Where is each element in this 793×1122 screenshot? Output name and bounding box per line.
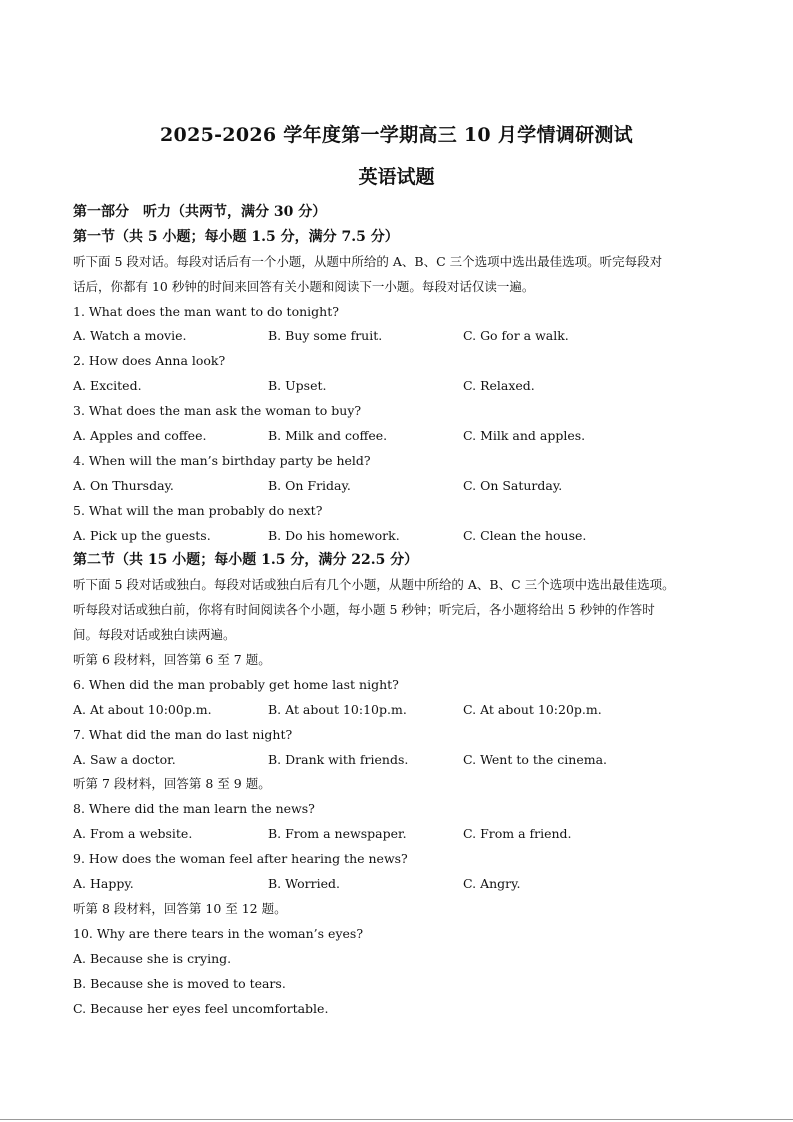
option-c: C. From a friend. — [463, 826, 572, 842]
exam-title: 2025-2026 学年度第一学期高三 10 月学情调研测试 — [160, 124, 633, 146]
option-b: B. Buy some fruit. — [268, 328, 383, 344]
option-a: A. Excited. — [73, 378, 142, 394]
question-3: 3. What does the man ask the woman to buy? — [73, 403, 362, 419]
option-c: C. Angry. — [463, 876, 521, 892]
option-b: B. Milk and coffee. — [268, 428, 388, 444]
material-7-note: 听第 7 段材料，回答第 8 至 9 题。 — [73, 776, 271, 792]
option-b: B. Drank with friends. — [268, 751, 409, 767]
option-c: C. Milk and apples. — [463, 428, 586, 444]
option-a: A. Watch a movie. — [73, 328, 187, 344]
option-10-a: A. Because she is crying. — [73, 950, 232, 966]
options-5 — [73, 524, 733, 549]
option-b: B. From a newspaper. — [268, 826, 407, 842]
option-c: C. Clean the house. — [463, 527, 587, 543]
question-7: 7. What did the man do last night? — [73, 726, 293, 742]
option-a: A. Apples and coffee. — [73, 428, 207, 444]
option-b: B. At about 10:10p.m. — [268, 701, 407, 717]
question-2: 2. How does Anna look? — [73, 353, 226, 369]
section1-heading: 第一节（共 5 小题；每小题 1.5 分，满分 7.5 分） — [73, 228, 399, 245]
material-8-note: 听第 8 段材料，回答第 10 至 12 题。 — [73, 900, 287, 916]
question-10: 10. Why are there tears in the woman’s eyes? — [73, 925, 364, 941]
option-a: A. At about 10:00p.m. — [73, 701, 212, 717]
option-c: C. At about 10:20p.m. — [463, 701, 602, 717]
option-10-b: B. Because she is moved to tears. — [73, 975, 286, 991]
section1-instruction-line1: 听下面 5 段对话。每段对话后有一个小题，从题中所给的 A、B、C 三个选项中选出最佳选项。听完每段对 — [73, 253, 663, 269]
option-a: A. Happy. — [73, 876, 134, 892]
page-bottom-rule — [0, 1119, 793, 1120]
exam-subtitle: 英语试题 — [358, 166, 435, 188]
option-a: A. From a website. — [73, 826, 193, 842]
question-4: 4. When will the man’s birthday party be held? — [73, 452, 371, 468]
question-5: 5. What will the man probably do next? — [73, 502, 323, 518]
options-8 — [73, 822, 733, 847]
section2-heading: 第二节（共 15 小题；每小题 1.5 分，满分 22.5 分） — [73, 552, 419, 569]
option-c: C. Went to the cinema. — [463, 751, 608, 767]
section2-instruction-line1: 听下面 5 段对话或独白。每段对话或独白后有几个小题，从题中所给的 A、B、C 三个选项中选出最佳选项。 — [73, 577, 675, 593]
option-c: C. On Saturday. — [463, 477, 563, 493]
option-b: B. On Friday. — [268, 477, 351, 493]
question-9: 9. How does the woman feel after hearing the news? — [73, 851, 408, 867]
options-2 — [73, 374, 733, 399]
section2-instruction-line3: 间。每段对话或独白读两遍。 — [73, 627, 236, 643]
section2-instruction-line2: 听每段对话或独白前，你将有时间阅读各个小题，每小题 5 秒钟；听完后，各小题将给出 5 秒钟的作答时 — [73, 602, 655, 618]
part1-heading: 第一部分 听力（共两节，满分 30 分） — [73, 204, 327, 220]
question-8: 8. Where did the man learn the news? — [73, 801, 315, 817]
options-1 — [73, 324, 733, 349]
option-c: C. Relaxed. — [463, 378, 535, 394]
option-b: B. Worried. — [268, 876, 340, 892]
exam-content — [73, 200, 733, 1021]
question-6: 6. When did the man probably get home last night? — [73, 676, 399, 692]
option-a: A. On Thursday. — [73, 477, 174, 493]
option-c: C. Go for a walk. — [463, 328, 569, 344]
option-a: A. Saw a doctor. — [73, 751, 176, 767]
options-3 — [73, 424, 733, 449]
option-b: B. Upset. — [268, 378, 327, 394]
options-6 — [73, 698, 733, 723]
options-4 — [73, 474, 733, 499]
options-7 — [73, 748, 733, 773]
options-9 — [73, 872, 733, 897]
option-b: B. Do his homework. — [268, 527, 400, 543]
section1-instruction-line2: 话后，你都有 10 秒钟的时间来回答有关小题和阅读下一小题。每段对话仅读一遍。 — [73, 278, 535, 294]
question-1: 1. What does the man want to do tonight? — [73, 303, 339, 319]
option-10-c: C. Because her eyes feel uncomfortable. — [73, 1000, 329, 1016]
option-a: A. Pick up the guests. — [73, 527, 211, 543]
material-6-note: 听第 6 段材料，回答第 6 至 7 题。 — [73, 652, 271, 668]
